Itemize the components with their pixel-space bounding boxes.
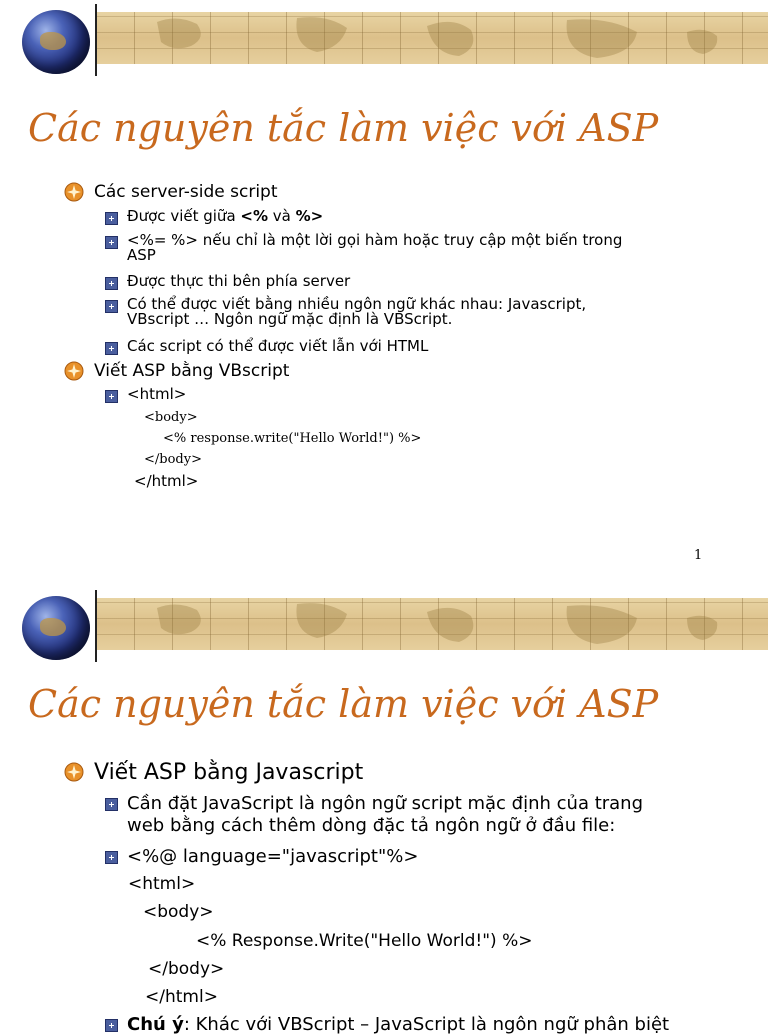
- slide-1: Các nguyên tắc làm việc với ASP Các server-side script Được viết giữa <% và %> <%= %> nếu chỉ là một lời gọi hàm hoặc truy cập một biến trong ASP Được thực thi bên phía server Có thể được viết bằng nhiều ngôn ngữ khác nhau: Javascript, VBscript … Ngôn ngữ mặc định là VBScript. Các script có thể được viết lẫn với HTML Viết ASP bằng VBscript <html> <body> <% response.write("Hello World!") %> </body> </html> 1: [0, 0, 768, 570]
- code-line: </body>: [144, 452, 202, 467]
- plus-square-icon: [105, 851, 118, 864]
- plus-square-icon: [105, 1019, 118, 1032]
- plus-square-icon: [105, 236, 118, 249]
- sun-bullet-icon: [64, 762, 84, 782]
- globe-icon: [22, 10, 90, 74]
- plus-square-icon: [105, 342, 118, 355]
- code-line: <% response.write("Hello World!") %>: [163, 431, 422, 446]
- code-line: <html>: [128, 874, 196, 894]
- plus-square-icon: [105, 212, 118, 225]
- world-map-strip: [97, 12, 768, 64]
- sun-bullet-icon: [64, 361, 84, 381]
- plus-square-icon: [105, 390, 118, 403]
- slide-title: Các nguyên tắc làm việc với ASP: [28, 106, 659, 150]
- code-line: </body>: [148, 959, 225, 979]
- code-line: <body>: [144, 410, 198, 425]
- code-line: <% Response.Write("Hello World!") %>: [196, 931, 533, 951]
- slide-banner: [0, 0, 768, 80]
- code-line: <body>: [143, 902, 214, 922]
- plus-square-icon: [105, 300, 118, 313]
- slide-2: Các nguyên tắc làm việc với ASP Viết ASP bằng Javascript Cần đặt JavaScript là ngôn ngữ script mặc định của trang web bằng cách thêm dòng đặc tả ngôn ngữ ở đầu file: <%@ language="javascript"%> <html> <body> <% Response.Write("Hello World!") %> </body> </html> Chú ý: Khác với VBScript – JavaScript là ngôn ngữ phân biệt: [0, 582, 768, 1024]
- globe-icon: [22, 596, 90, 660]
- plus-square-icon: [105, 798, 118, 811]
- code-line: </html>: [145, 987, 218, 1007]
- slide-title: Các nguyên tắc làm việc với ASP: [28, 682, 659, 726]
- code-line: </html>: [134, 472, 199, 490]
- sun-bullet-icon: [64, 182, 84, 202]
- plus-square-icon: [105, 277, 118, 290]
- slide-banner: [0, 586, 768, 666]
- banner-divider: [95, 4, 97, 76]
- page-number: 1: [694, 548, 703, 563]
- world-map-strip: [97, 598, 768, 650]
- banner-divider: [95, 590, 97, 662]
